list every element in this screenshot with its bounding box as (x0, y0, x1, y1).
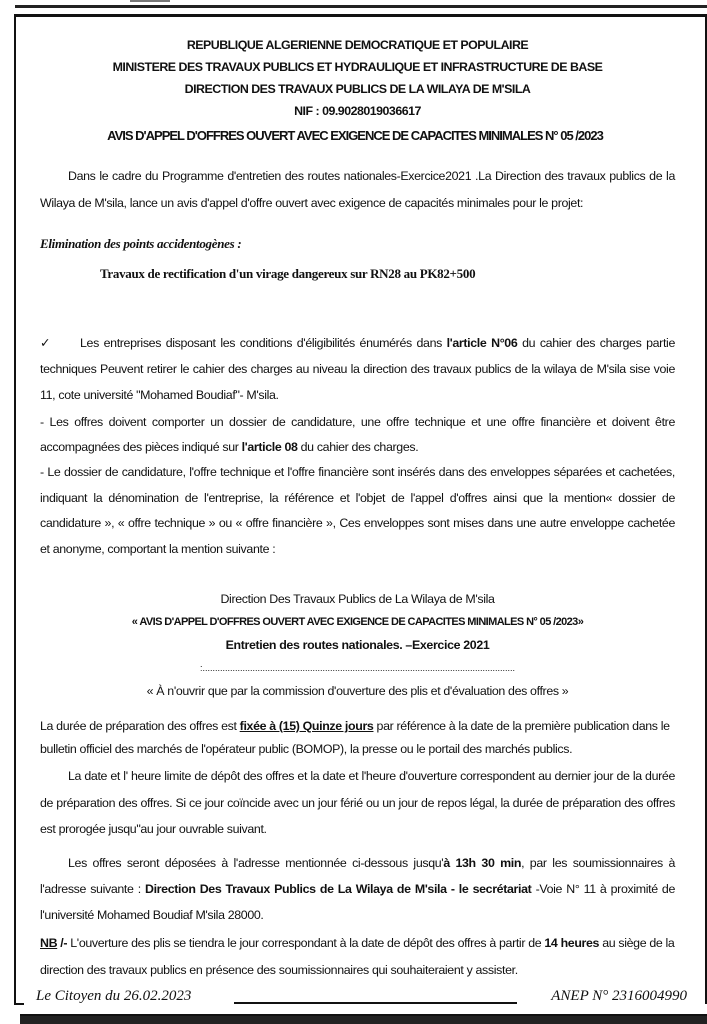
header (40, 34, 675, 122)
text: du cahier des charges partie techniques Peuvent retirer le cahier des charges au niveau la direction des travaux publics de la wilaya de M'sila sise voie 11, cote université "Mohamed Boudiaf"- M'sila. (40, 336, 675, 402)
title-wrap (30, 128, 680, 144)
envelope-title: « AVIS D'APPEL D'OFFRES OUVERT AVEC EXIGENCE DE CAPACITES MINIMALES N° 05 /2023» (131, 616, 584, 628)
eligibility-paragraph (40, 330, 675, 408)
frame-corner (14, 1003, 24, 1005)
check-icon: ✓ (40, 336, 51, 350)
project-heading: Elimination des points accidentogènes : (40, 236, 242, 251)
duration-paragraph (40, 715, 675, 761)
text: au siège de la direction des travaux publics en présence des soumissionnaires qui souhaiteraient y assister. (40, 936, 675, 977)
text: - Les offres doivent comporter un dossier de candidature, une offre technique et une offre financière et doivent être accompagnées des pièces indiqué sur (40, 415, 675, 454)
envelope-direction: Direction Des Travaux Publics de La Wilaya de M'sila (220, 592, 495, 606)
deadline-paragraph: La date et l' heure limite de dépôt des offres et la date et l'heure d'ouverture correspondent au dernier jour de la durée de préparation des offres. Si ce jour coïncide avec un jour férié ou un jour de repos légal, la durée de préparation des offres est prorogée jusqu"au jour ouvrable suivant. (40, 769, 675, 836)
footer (14, 988, 707, 1006)
envelope-mention (40, 588, 675, 703)
envelope-paragraph: - Le dossier de candidature, l'offre technique et l'offre financière sont insérés dans des enveloppes séparées et cachetées, indiquant la dénomination de l'entreprise, la référence et l'objet de l'appel d'offres ainsi que la mention« dossier de candidature », « offre technique » ou « offre financière », Ces enveloppes sont mises dans une autre enveloppe cachetée et anonyme, comportant la mention suivante : (40, 465, 675, 556)
text: par référence à la date de la première publication dans le bulletin officiel des marchés de l'opérateur public (BOMOP), la presse ou le portail des marchés publics. (40, 719, 670, 756)
article-ref: l'article N°06 (446, 336, 518, 350)
publication-source: Le Citoyen du 26.02.2023 (36, 988, 192, 1004)
anep-number: ANEP N° 2316004990 (551, 988, 687, 1004)
text: Les entreprises disposant les conditions d'éligibilités énumérés dans (80, 336, 447, 350)
text: L'ouverture des plis se tiendra le jour correspondant à la date de dépôt des offres à partir de (67, 936, 545, 950)
text: , par les soumissionnaires à l'adresse suivante : (40, 856, 675, 896)
project-name: Travaux de rectification d'un virage dangereux sur RN28 au PK82+500 (100, 266, 476, 281)
bottom-bar (20, 1014, 707, 1024)
text: Les offres seront déposées à l'adresse mentionnée ci-dessous jusqu' (68, 856, 444, 870)
header-direction: DIRECTION DES TRAVAUX PUBLICS DE LA WILAYA DE M'SILA (184, 82, 531, 96)
footer-rule (234, 1002, 517, 1004)
notice-title: AVIS D'APPEL D'OFFRES OUVERT AVEC EXIGENCE DE CAPACITES MINIMALES N° 05 /2023 (107, 128, 603, 143)
article-ref: l'article 08 (241, 440, 298, 454)
header-ministry: MINISTERE DES TRAVAUX PUBLICS ET HYDRAULIQUE ET INFRASTRUCTURE DE BASE (112, 60, 603, 74)
deposit-time: à 13h 30 min (443, 856, 522, 870)
nb-paragraph (40, 930, 675, 984)
offers-paragraph (40, 410, 675, 460)
text: -Voie N° 11 à proximité de l'université Mohamed Boudiaf M'sila 28000. (40, 882, 675, 922)
opening-time: 14 heures (544, 936, 600, 950)
text: du cahier des charges. (297, 440, 419, 454)
header-republic: REPUBLIQUE ALGERIENNE DEMOCRATIQUE ET POPULAIRE (186, 38, 529, 52)
nb-sep: /- (57, 936, 68, 950)
text: La durée de préparation des offres est (40, 719, 240, 733)
intro-paragraph: Dans le cadre du Programme d'entretien des routes nationales-Exercice2021 .La Direction des travaux publics de la Wilaya de M'sila, lance un avis d'appel d'offre ouvert avec exigence de capacités minimales pour le projet: (40, 169, 675, 210)
top-mark (130, 0, 170, 2)
duration-value: fixée à (15) Quinze jours (239, 719, 374, 733)
deposit-address: Direction Des Travaux Publics de La Wilaya de M'sila - le secrétariat (144, 882, 532, 896)
envelope-subject: Entretien des routes nationales. –Exercice 2021 (225, 638, 490, 652)
dotted-line: :............................................................................................................................. (199, 663, 516, 673)
header-nif: NIF : 09.9028019036617 (294, 104, 421, 118)
nb-label: NB (40, 936, 58, 950)
deposit-paragraph (40, 850, 675, 928)
top-rule (15, 5, 707, 8)
envelope-warning: « À n'ouvrir que par la commission d'ouverture des plis et d'évaluation des offres » (146, 684, 569, 698)
